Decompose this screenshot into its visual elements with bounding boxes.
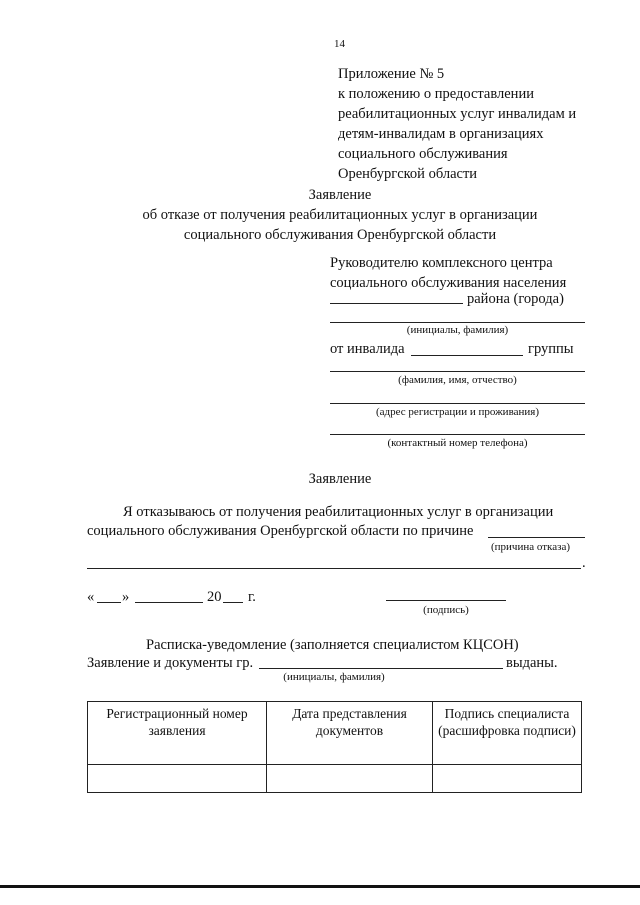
group-suffix: группы	[528, 341, 574, 357]
column-header: Подпись специалиста (расшифровка подписи)	[433, 702, 582, 765]
caption-signature: (подпись)	[423, 604, 469, 616]
quote-close: »	[122, 589, 130, 605]
receipt-heading: Расписка-уведомление (заполняется специалистом КЦСОН)	[146, 637, 519, 653]
district-blank[interactable]	[330, 303, 463, 304]
year-prefix: 20	[207, 589, 222, 605]
receipt-line-prefix: Заявление и документы гр.	[87, 655, 254, 671]
page-number: 14	[334, 38, 345, 50]
signature-blank[interactable]	[386, 600, 506, 601]
table-cell[interactable]	[267, 765, 433, 793]
caption-receipt-initials: (инициалы, фамилия)	[283, 671, 385, 683]
year-blank[interactable]	[223, 602, 243, 603]
statement-end-dot: .	[582, 555, 586, 571]
caption-fio: (фамилия, имя, отчество)	[398, 374, 517, 386]
statement-line: Я отказываюсь от получения реабилитационных услуг в организации	[123, 504, 554, 520]
addressee-line: Руководителю комплексного центра	[330, 255, 553, 271]
caption-initials: (инициалы, фамилия)	[406, 324, 509, 336]
caption-address: (адрес регистрации и проживания)	[376, 406, 539, 418]
quote-open: «	[87, 589, 95, 605]
appendix-line: Оренбургской области	[338, 166, 478, 182]
statement-line: социального обслуживания Оренбургской области по причине	[87, 523, 474, 539]
appendix-line: реабилитационных услуг инвалидам и	[338, 106, 577, 122]
table-cell[interactable]	[433, 765, 582, 793]
doc-title-line: об отказе от получения реабилитационных услуг в организации	[142, 207, 538, 223]
group-blank[interactable]	[411, 355, 523, 356]
caption-reason: (причина отказа)	[491, 541, 570, 553]
day-blank[interactable]	[97, 602, 121, 603]
appendix-line: Приложение № 5	[338, 66, 445, 82]
reason-continuation-blank[interactable]	[87, 568, 581, 569]
appendix-line: социального обслуживания	[338, 146, 508, 162]
year-suffix: г.	[248, 589, 256, 605]
appendix-line: к положению о предоставлении	[338, 86, 534, 102]
appendix-line: детям-инвалидам в организациях	[338, 126, 544, 142]
addressee-line: социального обслуживания населения	[330, 275, 567, 291]
district-suffix: района (города)	[467, 291, 564, 307]
statement-heading: Заявление	[308, 471, 372, 487]
column-header: Регистрационный номер заявления	[88, 702, 267, 765]
receipt-line-suffix: выданы.	[506, 655, 558, 671]
doc-title-heading: Заявление	[308, 187, 372, 203]
reason-blank[interactable]	[488, 537, 585, 538]
table-header-row	[88, 702, 582, 765]
registration-table	[87, 701, 582, 793]
page-bottom-edge	[0, 885, 640, 888]
phone-blank[interactable]	[330, 434, 585, 435]
column-header: Дата представления документов	[267, 702, 433, 765]
from-invalid-label: от инвалида	[330, 341, 405, 357]
table-row	[88, 765, 582, 793]
doc-title-line: социального обслуживания Оренбургской области	[183, 227, 497, 243]
appendix-block	[338, 64, 576, 184]
doc-title	[90, 185, 590, 245]
table-cell[interactable]	[88, 765, 267, 793]
month-blank[interactable]	[135, 602, 203, 603]
fio-blank[interactable]	[330, 371, 585, 372]
caption-phone: (контактный номер телефона)	[387, 437, 528, 449]
receipt-name-blank[interactable]	[259, 668, 503, 669]
address-blank[interactable]	[330, 403, 585, 404]
